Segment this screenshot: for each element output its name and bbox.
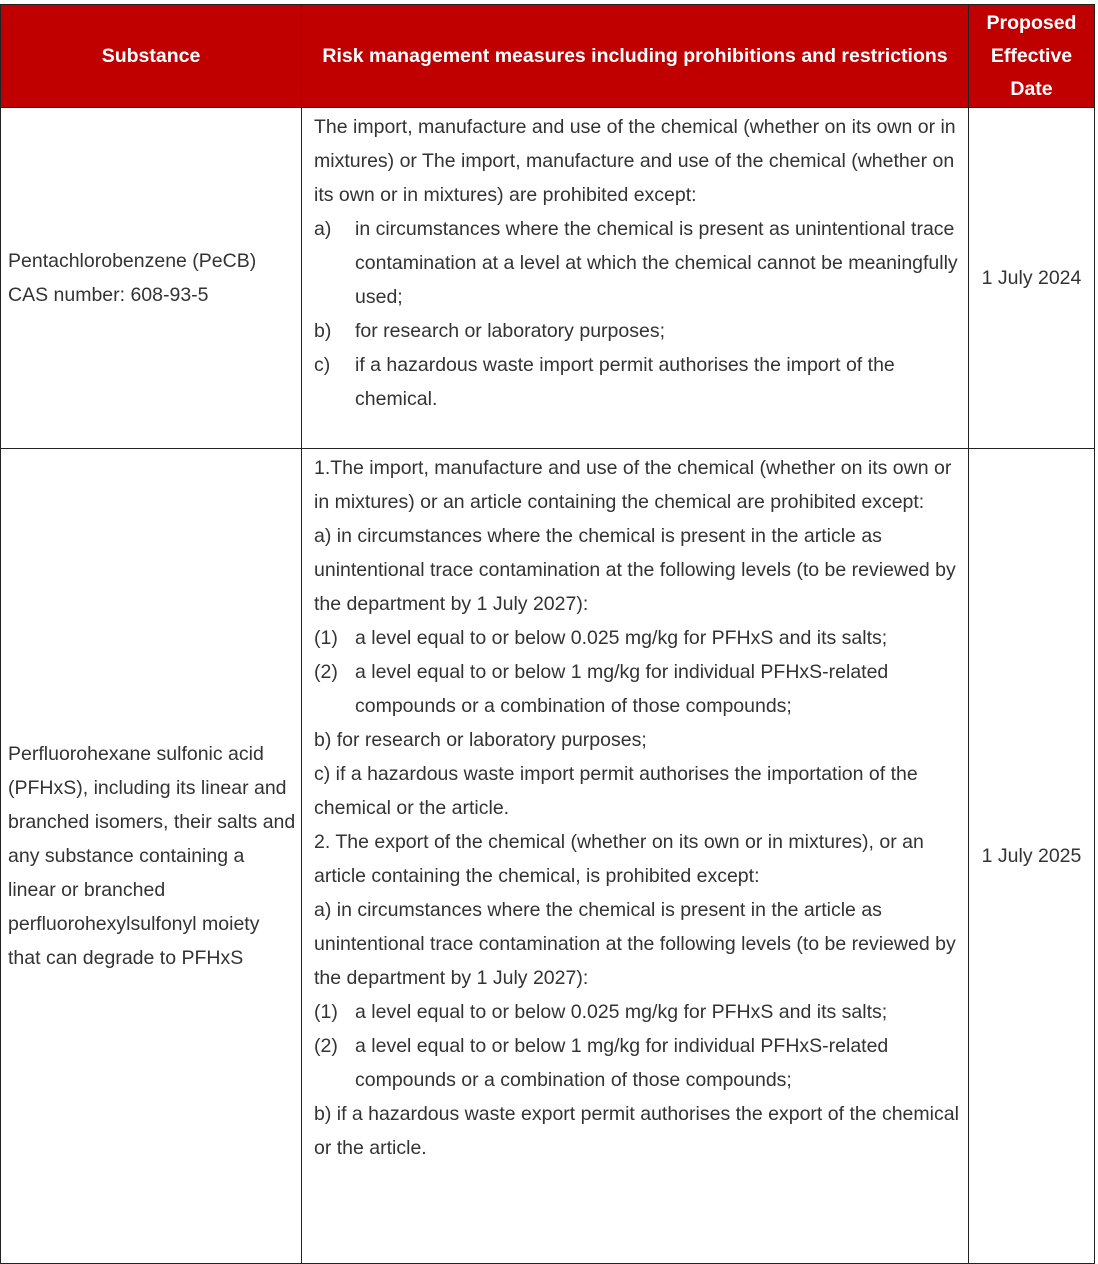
- effective-date-cell: 1 July 2024: [969, 108, 1095, 449]
- item-text: a level equal to or below 1 mg/kg for individual PFHxS-related compounds or a combination of those compounds;: [355, 1035, 889, 1091]
- item-marker: (1): [314, 1001, 338, 1023]
- part1-exception-a: a) in circumstances where the chemical is present in the article as unintentional trace contamination at the following levels (to be reviewed by the department by 1 July 2027):: [314, 525, 956, 615]
- part2-level-2: [314, 1029, 960, 1097]
- part2-intro: 2. The export of the chemical (whether on its own or in mixtures), or an article containing the chemical, is prohibited except:: [314, 831, 924, 887]
- item-marker: a): [314, 218, 332, 240]
- item-marker: b): [314, 320, 332, 342]
- exception-item-c: [314, 348, 960, 416]
- part2-exception-a: a) in circumstances where the chemical is present in the article as unintentional trace contamination at the following levels (to be reviewed by the department by 1 July 2027):: [314, 899, 956, 989]
- substance-cell: Perfluorohexane sulfonic acid (PFHxS), including its linear and branched isomers, their salts and any substance containing a linear or branched perfluorohexylsulfonyl moiety that can degrade to PFHxS: [1, 449, 302, 1264]
- item-marker: c): [314, 354, 331, 376]
- item-text: if a hazardous waste import permit authorises the import of the chemical.: [355, 354, 895, 410]
- exception-item-b: [314, 314, 960, 348]
- exception-item-a: [314, 212, 960, 314]
- item-text: a level equal to or below 0.025 mg/kg for PFHxS and its salts;: [355, 1001, 888, 1023]
- item-text: for research or laboratory purposes;: [355, 320, 665, 342]
- table-row-pfhxs: [1, 449, 1095, 1264]
- table-header-row: [1, 5, 1095, 108]
- header-measures: Risk management measures including prohibitions and restrictions: [302, 5, 969, 108]
- risk-management-table: [0, 4, 1095, 1264]
- part1-level-2: [314, 655, 960, 723]
- part1-intro: 1.The import, manufacture and use of the chemical (whether on its own or in mixtures) or an article containing the chemical are prohibited except:: [314, 457, 952, 513]
- part2-level-1: [314, 995, 960, 1029]
- substance-cell: Pentachlorobenzene (PeCB) CAS number: 608-93-5: [1, 108, 302, 449]
- item-text: a level equal to or below 0.025 mg/kg for PFHxS and its salts;: [355, 627, 888, 649]
- item-marker: (2): [314, 661, 338, 683]
- measures-cell: [302, 108, 969, 449]
- part1-exception-b: b) for research or laboratory purposes;: [314, 729, 647, 751]
- measure-intro: The import, manufacture and use of the chemical (whether on its own or in mixtures) or The import, manufacture and use of the chemical (whether on its own or in mixtures) are prohibited except:: [314, 116, 956, 206]
- table-row-pecb: [1, 108, 1095, 449]
- item-text: a level equal to or below 1 mg/kg for individual PFHxS-related compounds or a combination of those compounds;: [355, 661, 889, 717]
- part1-level-1: [314, 621, 960, 655]
- effective-date-cell: 1 July 2025: [969, 449, 1095, 1264]
- item-text: in circumstances where the chemical is present as unintentional trace contamination at a level at which the chemical cannot be meaningfully used;: [355, 218, 958, 308]
- part2-exception-b: b) if a hazardous waste export permit authorises the export of the chemical or the article.: [314, 1103, 959, 1159]
- header-effective-date: Proposed Effective Date: [969, 5, 1095, 108]
- measures-cell: [302, 449, 969, 1264]
- header-substance: Substance: [1, 5, 302, 108]
- item-marker: (2): [314, 1035, 338, 1057]
- item-marker: (1): [314, 627, 338, 649]
- part1-exception-c: c) if a hazardous waste import permit authorises the importation of the chemical or the article.: [314, 763, 918, 819]
